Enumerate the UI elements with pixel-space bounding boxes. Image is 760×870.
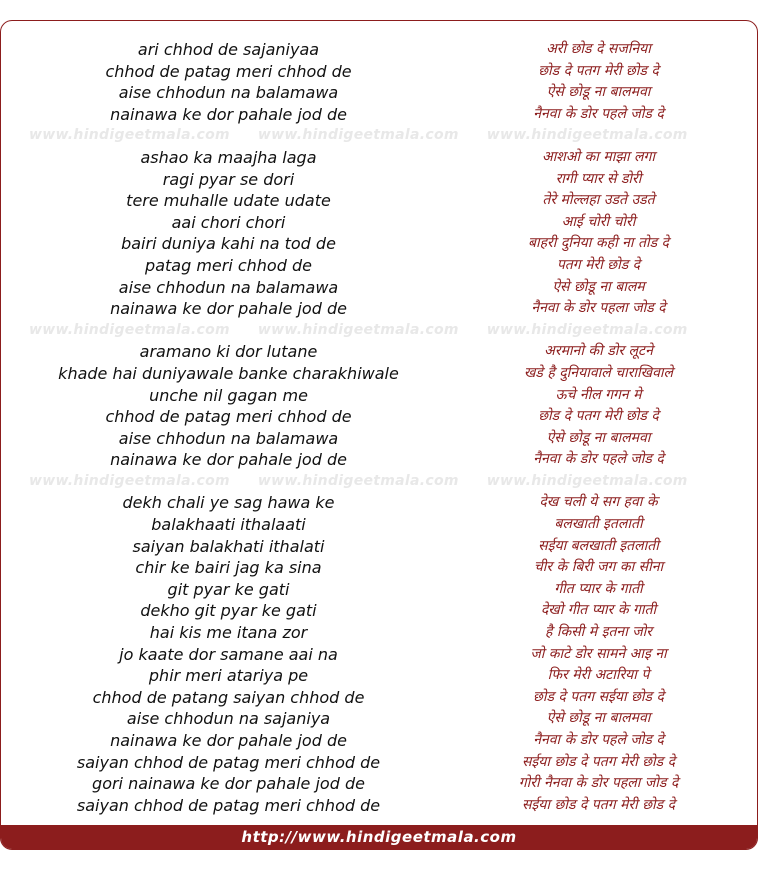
english-lyric-line: hai kis me itana zor — [149, 623, 308, 643]
stanza-gap — [1, 125, 456, 147]
hindi-lyric-line: आशओ का माझा लगा — [541, 148, 656, 165]
hindi-lyric-line: पतग मेरी छोड दे — [556, 256, 641, 273]
english-lyric-line: tere muhalle udate udate — [126, 191, 331, 211]
english-lyric-line: aise chhodun na balamawa — [118, 83, 339, 103]
english-lyric-line: chhod de patang saiyan chhod de — [92, 687, 365, 707]
watermark-text: www.hindigeetmala.com — [257, 473, 459, 489]
watermark-text: www.hindigeetmala.com — [29, 127, 230, 143]
english-lyric-line: patag meri chhod de — [145, 255, 312, 275]
footer-bar — [1, 825, 757, 849]
english-lyric-line: nainawa ke dor pahale jod de — [110, 450, 347, 470]
english-lyric-line: saiyan chhod de patag meri chhod de — [76, 752, 381, 772]
hindi-lyric-line: ऐसे छोडू ना बालमवा — [546, 429, 651, 446]
hindi-lyric-line: सईया छोड दे पतग मेरी छोड दे — [521, 796, 676, 813]
hindi-lyric-line: चीर के बिरी जग का सीना — [533, 559, 664, 576]
stanza-gap — [441, 125, 756, 147]
english-lyric-line: dekho git pyar ke gati — [140, 601, 317, 621]
english-lyric-line: unche nil gagan me — [149, 385, 308, 405]
hindi-lyric-line: छोड दे पतग मेरी छोड दे — [538, 408, 659, 425]
watermark-text: www.hindigeetmala.com — [29, 473, 230, 489]
hindi-lyric-line: देख चली ये सग हवा के — [539, 494, 658, 511]
english-lyric-line: balakhaati ithalaati — [151, 515, 306, 535]
english-lyric-line: phir meri atariya pe — [148, 666, 309, 686]
watermark-text: www.hindigeetmala.com — [486, 322, 688, 338]
stanza-gap — [441, 471, 756, 493]
watermark-text: www.hindigeetmala.com — [486, 127, 688, 143]
watermark-text: www.hindigeetmala.com — [257, 127, 459, 143]
english-lyric-line: chir ke bairi jag ka sina — [135, 558, 322, 578]
hindi-lyric-line: सईया छोड दे पतग मेरी छोड दे — [521, 753, 676, 770]
hindi-lyric-line: छोड दे पतग सईया छोड दे — [533, 688, 664, 705]
hindi-lyric-line: छोड दे पतग मेरी छोड दे — [538, 62, 659, 79]
hindi-lyric-line: सईया बलखाती इतलाती — [538, 537, 659, 554]
watermark-text: www.hindigeetmala.com — [486, 473, 688, 489]
english-lyric-line: aai chori chori — [171, 212, 286, 232]
stanza-gap — [441, 320, 756, 342]
english-lyric-line: dekh chali ye sag hawa ke — [122, 493, 335, 513]
hindi-lyric-line: अरमानो की डोर लूटने — [544, 343, 653, 360]
hindi-lyric-line: अरी छोड दे सजनिया — [546, 41, 651, 57]
hindi-lyric-line: देखो गीत प्यार के गाती — [540, 602, 657, 619]
watermark-text: www.hindigeetmala.com — [29, 322, 230, 338]
hindi-lyric-line: बाहरी दुनिया कही ना तोड दे — [528, 235, 669, 252]
hindi-lyric-line: नैनवा के डोर पहले जोड दे — [533, 732, 664, 748]
hindi-lyric-line: ऐसे छोडू ना बालमवा — [546, 710, 651, 727]
english-lyric-line: nainawa ke dor pahale jod de — [110, 299, 347, 319]
english-lyric-line: ragi pyar se dori — [162, 169, 295, 189]
stanza-gap — [1, 320, 456, 342]
english-lyric-line: git pyar ke gati — [167, 579, 290, 599]
english-lyric-line: ashao ka maajha laga — [140, 147, 317, 167]
stanza-gap — [1, 471, 456, 493]
english-lyric-line: jo kaate dor samane aai na — [119, 644, 338, 664]
english-lyric-line: aramano ki dor lutane — [139, 342, 318, 362]
english-lyric-line: nainawa ke dor pahale jod de — [110, 731, 347, 750]
footer-url-link[interactable]: http://www.hindigeetmala.com — [241, 828, 517, 846]
hindi-lyric-line: गीत प्यार के गाती — [554, 580, 643, 597]
english-lyric-line: saiyan balakhati ithalati — [132, 536, 325, 556]
hindi-lyric-line: ऊचे नील गगन मे — [555, 386, 642, 403]
hindi-lyric-line: जो काटे डोर सामने आइ ना — [530, 645, 667, 662]
english-lyric-line: aise chhodun na balamawa — [118, 428, 339, 448]
hindi-lyric-line: गोरी नैनवा के डोर पहला जोड दे — [518, 775, 679, 792]
hindi-lyric-line: आई चोरी चोरी — [561, 213, 636, 230]
hindi-lyric-line: खडे है दुनियावाले चाराखिवाले — [523, 364, 674, 381]
hindi-lyric-line: नैनवा के डोर पहला जोड दे — [531, 300, 666, 317]
english-lyric-line: bairi duniya kahi na tod de — [121, 234, 336, 254]
hindi-lyric-line: ऐसे छोडू ना बालम — [552, 278, 645, 295]
hindi-lyric-line: नैनवा के डोर पहले जोड दे — [533, 105, 664, 122]
english-lyric-line: nainawa ke dor pahale jod de — [110, 104, 347, 124]
english-lyric-line: chhod de patag meri chhod de — [105, 61, 352, 81]
english-lyric-line: khade hai duniyawale banke charakhiwale — [58, 363, 399, 383]
english-lyric-line: chhod de patag meri chhod de — [105, 407, 352, 427]
lyrics-frame — [0, 20, 758, 850]
hindi-lyric-line: ऐसे छोडू ना बालमवा — [546, 84, 651, 101]
watermark-text: www.hindigeetmala.com — [257, 322, 459, 338]
english-lyric-line: aise chhodun na balamawa — [118, 277, 339, 297]
hindi-lyric-line: नैनवा के डोर पहले जोड दे — [533, 451, 664, 468]
hindi-lyric-line: तेरे मोल्लहा उडते उडते — [542, 192, 655, 209]
english-lyric-line: gori nainawa ke dor pahale jod de — [92, 774, 365, 794]
english-lyrics-column — [1, 39, 456, 816]
english-lyric-line: saiyan chhod de patag meri chhod de — [76, 795, 381, 815]
hindi-lyric-line: रागी प्यार से डोरी — [555, 170, 642, 187]
english-lyric-line: aise chhodun na sajaniya — [126, 709, 331, 729]
english-lyric-line: ari chhod de sajaniyaa — [137, 40, 320, 59]
hindi-lyrics-column — [441, 39, 756, 816]
hindi-lyric-line: बलखाती इतलाती — [554, 516, 643, 533]
hindi-lyric-line: फिर मेरी अटारिया पे — [547, 667, 650, 684]
hindi-lyric-line: है किसी मे इतना जोर — [544, 624, 653, 641]
